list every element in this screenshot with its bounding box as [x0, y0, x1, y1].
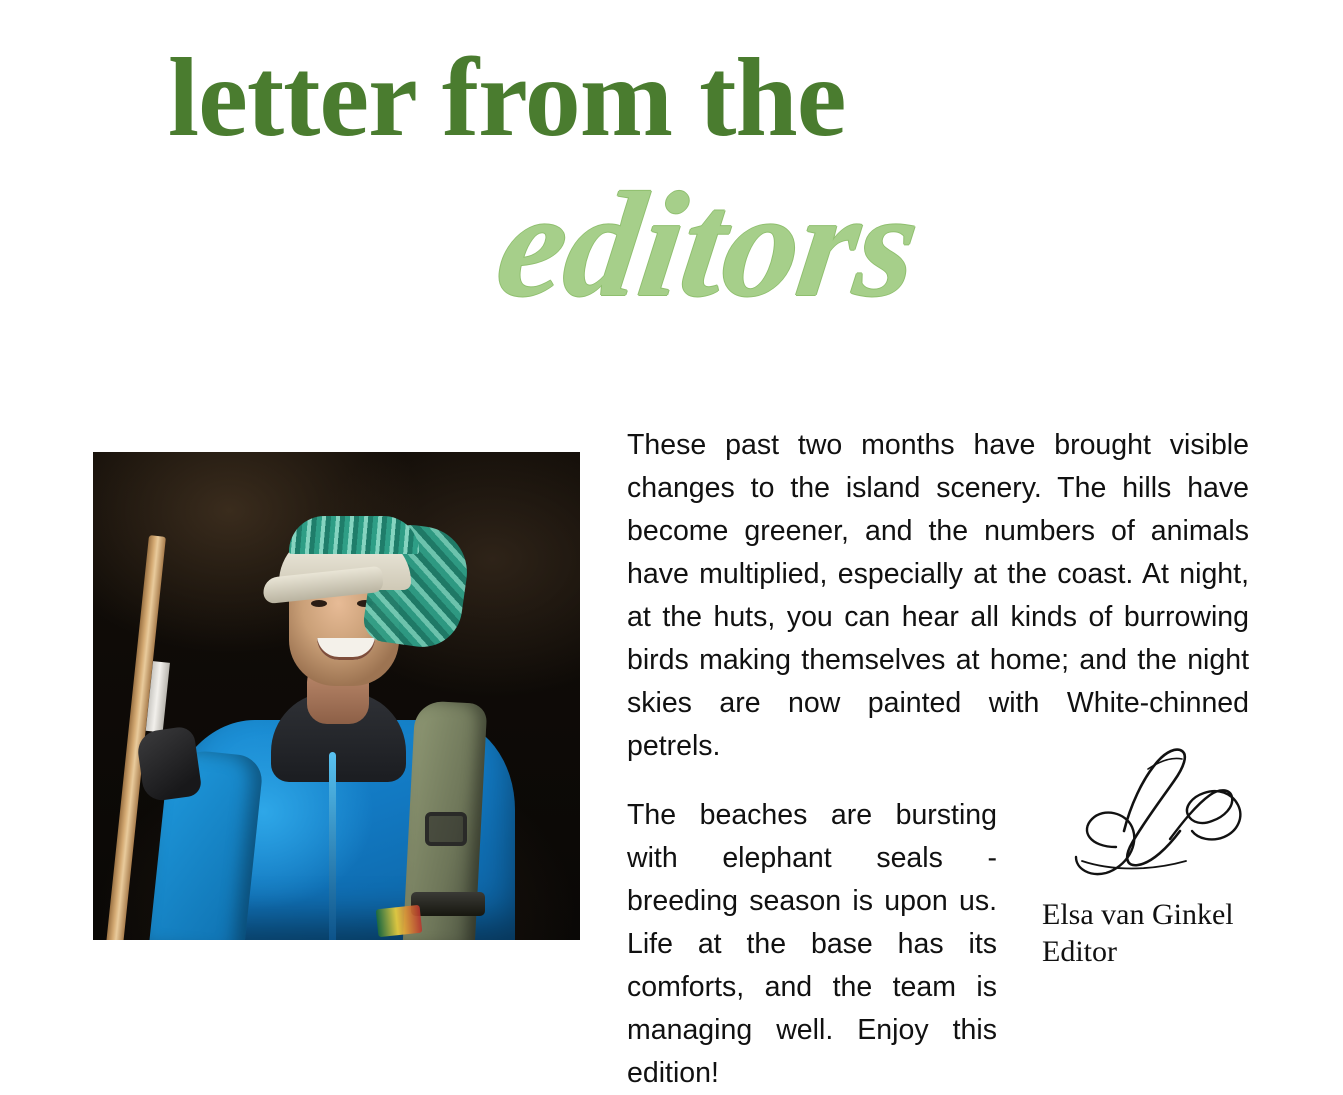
- signature-name: Elsa van Ginkel: [1042, 898, 1234, 931]
- strap-buckle: [425, 812, 467, 846]
- jacket-zipper: [329, 752, 336, 940]
- handwritten-signature-icon: [1020, 735, 1270, 885]
- editor-photo-frame: [93, 452, 580, 940]
- strap-clip: [411, 892, 485, 916]
- editor-photo: [93, 452, 580, 940]
- signature-block: [1020, 735, 1290, 995]
- cap-headband: [289, 516, 419, 554]
- page-title-line-1: letter from the: [168, 36, 846, 160]
- flag-patch: [376, 905, 423, 937]
- signature-role: Editor: [1042, 935, 1117, 968]
- left-eye: [311, 600, 327, 607]
- letter-paragraph-1: These past two months have brought visible changes to the island scenery. The hills have become greener, and the numbers of animals have multiplied, especially at the coast. At night, at the huts, you can hear all kinds of burrowing birds making themselves at home; and the night skies are now painted with White-chinned petrels.: [627, 429, 1249, 762]
- page-title-line-2: editors: [488, 162, 929, 328]
- masthead: [0, 0, 1343, 380]
- glove: [135, 725, 202, 802]
- letter-paragraph-2: The beaches are bursting with elephant seals - breeding season is upon us. Life at the base has its comforts, and the team is managing well. Enjoy this edition!: [627, 799, 997, 1089]
